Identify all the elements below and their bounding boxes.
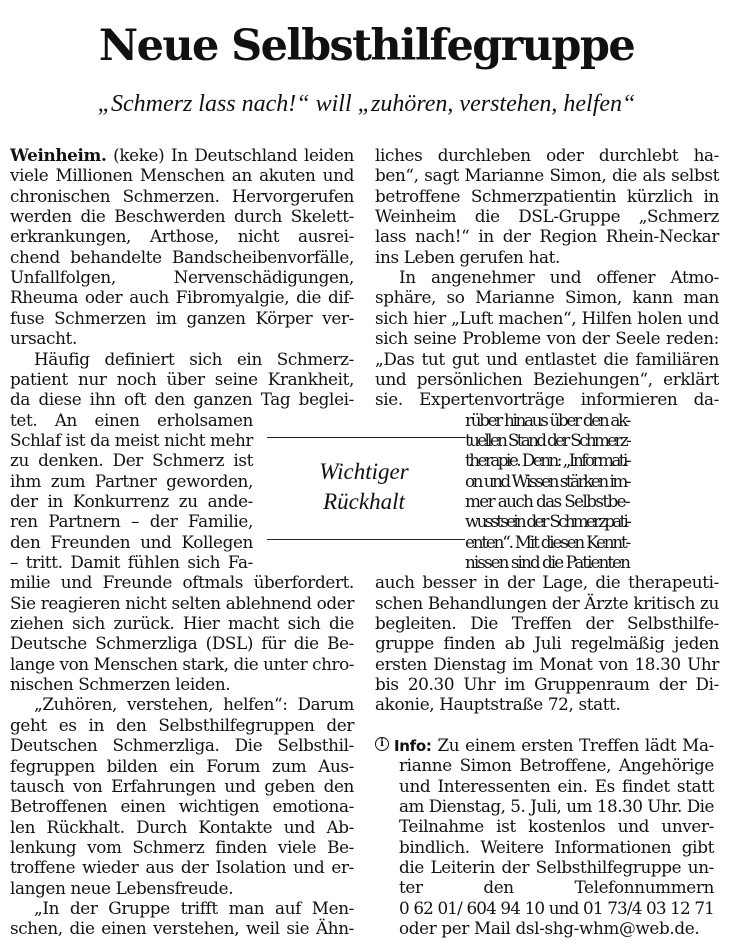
info-line: Teilnahme ist kostenlos und unver- — [399, 816, 714, 837]
left-column-line: „Zuhören, verstehen, helfen“: Darum — [34, 694, 354, 715]
right-column-line: enten“. Mit diesen Kennt- — [465, 531, 629, 552]
right-column-line: auch besser in der Lage, die therapeuti- — [375, 572, 719, 593]
right-column-line: ben“, sagt Marianne Simon, die als selbst — [375, 165, 719, 186]
left-column-line: schen, die einen verstehen, weil sie Ähn- — [10, 918, 354, 939]
left-column-line: zu denken. Der Schmerz ist — [10, 450, 253, 471]
left-column-line: troffene wieder aus der Isolation und er- — [10, 857, 354, 878]
right-column-line: therapie. Denn: „Informati- — [465, 450, 629, 471]
subheadline: „Schmerz lass nach!“ will „zuhören, verstehen, helfen“ — [97, 91, 636, 117]
left-column-line: Sie reagieren nicht selten ablehnend oder — [10, 592, 354, 613]
right-column-line: ins Leben gerufen hat. — [375, 246, 560, 267]
right-column-line: begleiten. Die Treffen der Selbsthilfe- — [375, 613, 719, 634]
left-column-line: chend behandelte Bandscheibenvorfälle, — [10, 246, 354, 267]
left-column-line: len Rückhalt. Durch Kontakte und Ab- — [10, 816, 354, 837]
info-icon: i — [375, 737, 389, 751]
info-line: oder per Mail dsl-shg-whm@web.de. — [399, 918, 700, 939]
left-column-line: nischen Schmerzen leiden. — [10, 674, 231, 695]
left-column-line: Deutsche Schmerzliga (DSL) für die Be- — [10, 633, 354, 654]
left-column-line: der in Konkurrenz zu ande- — [10, 490, 253, 511]
pull-quote-rule-bottom — [267, 539, 465, 540]
left-column-line — [10, 145, 354, 165]
left-column-line: viele Millionen Menschen an akuten und — [10, 165, 354, 186]
right-column-line: sie. Expertenvorträge informieren da- — [375, 389, 719, 410]
right-column-line: gruppe finden ab Juli regelmäßig jeden — [375, 633, 719, 654]
info-line — [394, 735, 714, 755]
pull-quote-line-2: Rückhalt — [323, 489, 405, 514]
left-column-line: Rheuma oder auch Fibromyalgie, die dif- — [10, 287, 354, 308]
right-column-line: sphäre, so Marianne Simon, kann man — [375, 287, 719, 308]
info-line: ter den Telefonnummern — [399, 877, 714, 898]
headline: Neue Selbsthilfegruppe — [98, 21, 635, 71]
dateline: Weinheim. — [10, 145, 107, 165]
right-column-line: ersten Dienstag im Monat von 18.30 Uhr — [375, 653, 719, 674]
info-label: Info: — [394, 737, 432, 755]
left-column-line: „In der Gruppe trifft man auf Men- — [34, 897, 354, 918]
left-column-line: langen neue Lebensfreude. — [10, 877, 234, 898]
left-column-line: geht es in den Selbsthilfegruppen der — [10, 714, 354, 735]
left-column-line: ziehen sich zurück. Hier macht sich die — [10, 613, 354, 634]
left-column-line: Unfallfolgen, Nervenschädigungen, — [10, 267, 354, 288]
left-column-line: tet. An einen erholsamen — [10, 409, 253, 430]
right-column-line: Weinheim die DSL-Gruppe „Schmerz — [375, 206, 719, 227]
right-column-line: bis 20.30 Uhr im Gruppenraum der Di- — [375, 674, 719, 695]
right-column-line: akonie, Hauptstraße 72, statt. — [375, 694, 621, 715]
left-column-line: chronischen Schmerzen. Hervorgerufen — [10, 185, 354, 206]
left-column-line: ursacht. — [10, 328, 77, 349]
left-column-line: Betroffenen einen wichtigen emotiona- — [10, 796, 354, 817]
right-column-line: sich seine Probleme von der Seele reden: — [375, 328, 719, 349]
pull-quote-line-1: Wichtiger — [319, 459, 409, 484]
right-column-line: wusstsein der Schmerzpati- — [465, 511, 629, 532]
info-line: und Interessenten ein. Es findet statt — [399, 775, 714, 796]
left-column-line: ren Partnern – der Familie, — [10, 511, 253, 532]
left-column-line: ihm zum Partner geworden, — [10, 470, 253, 491]
left-column-line: lange von Menschen stark, die unter chro- — [10, 653, 354, 674]
dateline-text: (keke) In Deutschland leiden — [106, 145, 354, 165]
left-column-line: da diese ihn oft den ganzen Tag beglei- — [10, 389, 354, 410]
right-column-line: on und Wissen stärken im- — [465, 470, 629, 491]
right-column-line: rüber hinaus über den ak- — [465, 409, 629, 430]
right-column-line: lass nach!“ in der Region Rhein-Neckar — [375, 226, 719, 247]
left-column-line: Deutschen Schmerzliga. Die Selbsthil- — [10, 735, 354, 756]
right-column-line: sich hier „Luft machen“, Hilfen holen und — [375, 307, 719, 328]
right-column-line: nissen sind die Patienten — [465, 552, 629, 572]
info-line: bindlich. Weitere Informationen gibt — [399, 836, 714, 857]
left-column-line: fuse Schmerzen im ganzen Körper ver- — [10, 307, 354, 328]
info-line: die Leiterin der Selbsthilfegruppe un- — [399, 857, 714, 878]
right-column-line: und persönlichen Beziehungen“, erklärt — [375, 368, 719, 389]
left-column-line: werden die Beschwerden durch Skelett- — [10, 206, 354, 227]
left-column-line: – tritt. Damit fühlen sich Fa- — [10, 552, 253, 572]
left-column-line: Häufig definiert sich ein Schmerz- — [34, 348, 354, 369]
left-column-line: milie und Freunde oftmals überfordert. — [10, 572, 354, 593]
left-column-line: tausch von Erfahrungen und geben den — [10, 775, 354, 796]
right-column-line: In angenehmer und offener Atmo- — [399, 267, 719, 288]
right-column-line: mer auch das Selbstbe- — [465, 490, 629, 511]
right-column-line: betroffene Schmerzpatientin kürzlich in — [375, 185, 719, 206]
right-column-line: schen Behandlungen der Ärzte kritisch zu — [375, 592, 719, 613]
right-column-line: tuellen Stand der Schmerz- — [465, 429, 629, 450]
info-line: am Dienstag, 5. Juli, um 18.30 Uhr. Die — [399, 796, 714, 817]
pull-quote-rule-top — [267, 437, 465, 438]
left-column-line: erkrankungen, Arthose, nicht ausrei- — [10, 226, 354, 247]
info-line: 0 62 01/ 604 94 10 und 01 73/4 03 12 71 — [399, 897, 714, 918]
left-column-line: lenkung vom Schmerz finden viele Be- — [10, 836, 354, 857]
right-column-line: „Das tut gut und entlastet die familiären — [375, 348, 719, 369]
info-text: Zu einem ersten Treffen lädt Ma- — [431, 735, 714, 755]
left-column-line: patient nur noch über seine Krankheit, — [10, 368, 354, 389]
left-column-line: Schlaf ist da meist nicht mehr — [10, 429, 253, 450]
left-column-line: den Freunden und Kollegen — [10, 531, 253, 552]
info-line: rianne Simon Betroffene, Angehörige — [399, 755, 714, 776]
right-column-line: liches durchleben oder durchlebt ha- — [375, 145, 719, 165]
left-column-line: fegruppen bilden ein Forum zum Aus- — [10, 755, 354, 776]
